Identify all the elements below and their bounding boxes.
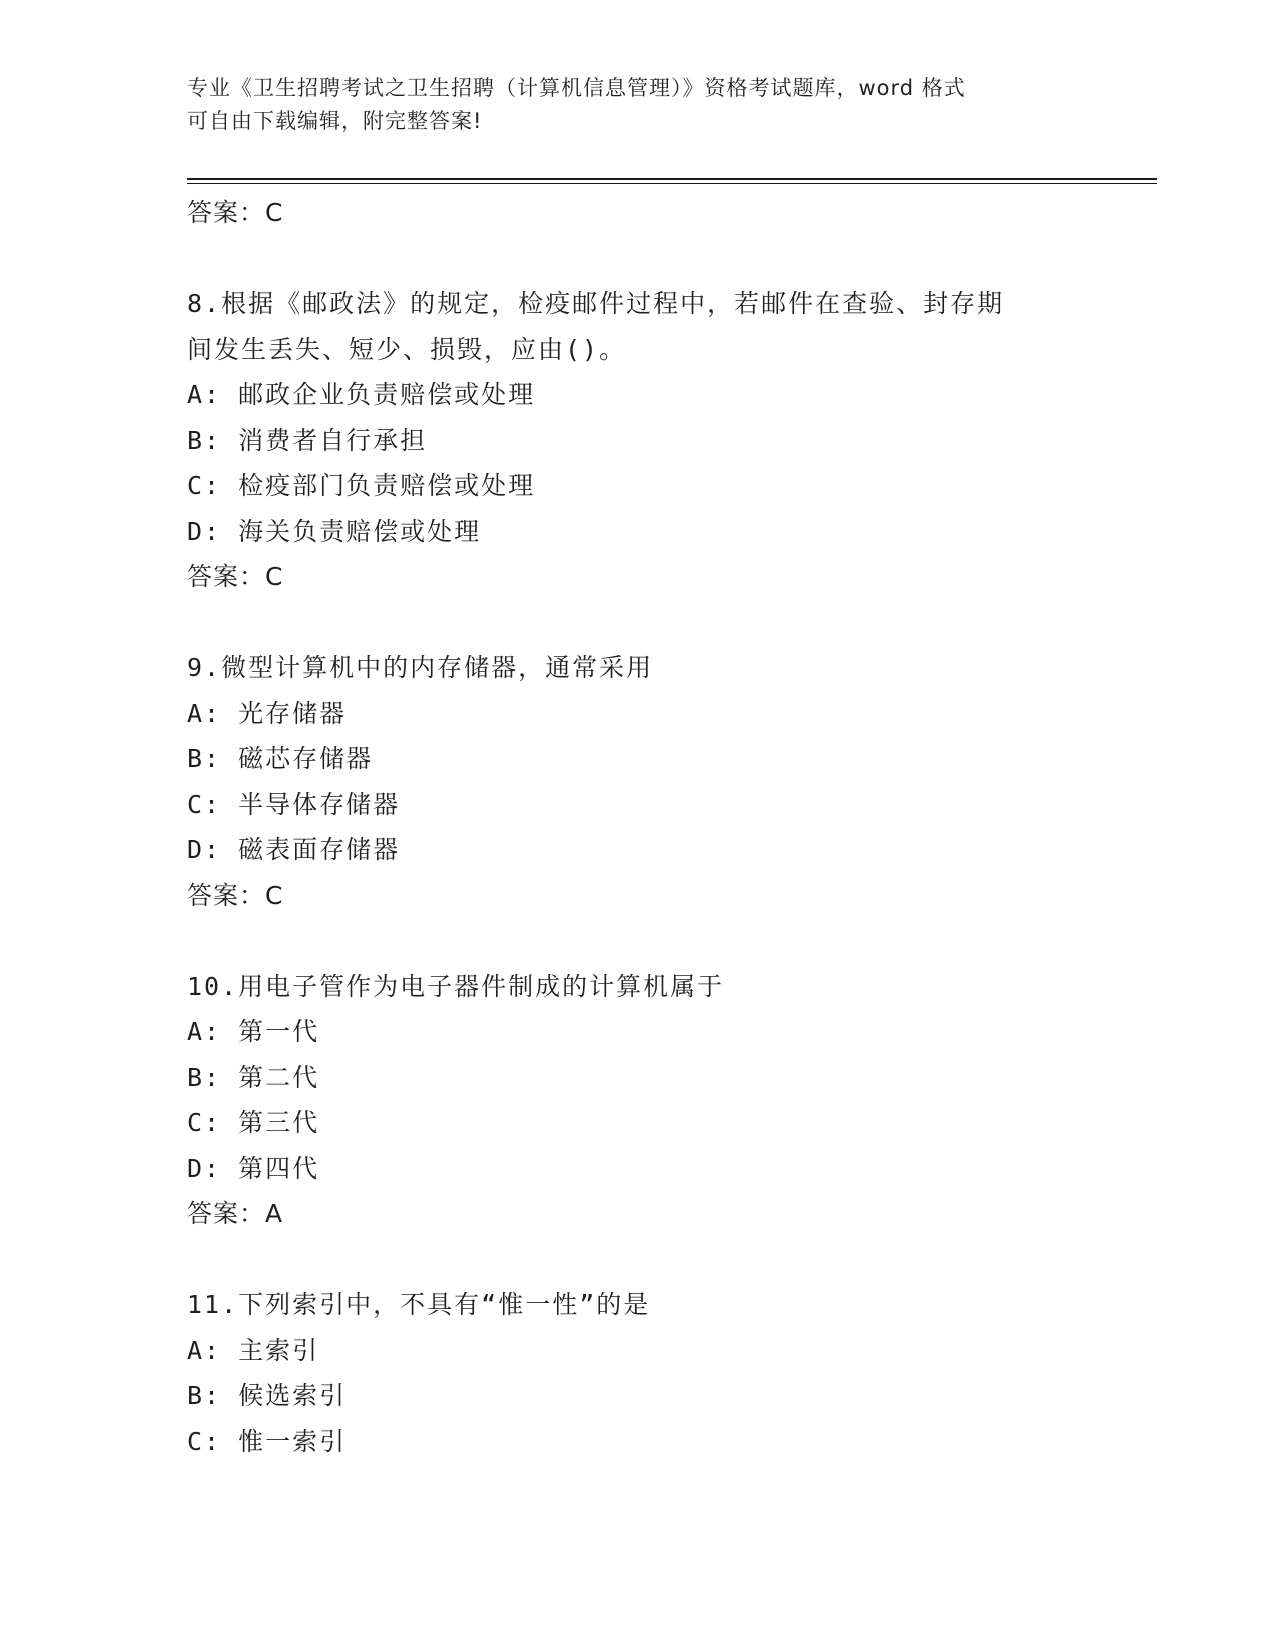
header-line-1: 专业《卫生招聘考试之卫生招聘（计算机信息管理）》资格考试题库，word 格式 — [187, 76, 966, 100]
option-a — [187, 372, 1147, 418]
option-b — [187, 1373, 1147, 1419]
option-letter: C: — [187, 471, 222, 500]
option-c — [187, 1419, 1147, 1465]
spacer — [187, 236, 1147, 282]
option-a — [187, 691, 1147, 737]
option-a — [187, 1009, 1147, 1055]
option-text: 第四代 — [238, 1153, 320, 1183]
option-c — [187, 782, 1147, 828]
option-text: 第一代 — [238, 1017, 320, 1046]
question-9 — [187, 645, 1147, 918]
option-letter: D: — [187, 1153, 222, 1183]
option-text: 第三代 — [238, 1108, 320, 1137]
option-letter: C: — [187, 1426, 222, 1456]
option-c — [187, 1100, 1147, 1146]
option-letter: C: — [187, 789, 222, 819]
option-letter: D: — [187, 516, 222, 546]
option-text: 检疫部门负责赔偿或处理 — [238, 471, 536, 500]
answer: 答案：A — [187, 1199, 284, 1228]
option-d — [187, 827, 1147, 873]
question-text-continued: 间发生丢失、短少、损毁，应由()。 — [187, 334, 627, 364]
option-d — [187, 509, 1147, 555]
option-text: 候选索引 — [238, 1381, 347, 1410]
option-text: 光存储器 — [238, 698, 347, 728]
option-text: 海关负责赔偿或处理 — [238, 516, 482, 546]
option-letter: B: — [187, 1062, 222, 1092]
option-letter: D: — [187, 835, 222, 864]
header-divider-thick — [187, 178, 1157, 180]
document-header — [187, 72, 1087, 138]
answer: 答案：C — [187, 880, 284, 910]
question-stem — [187, 1282, 1147, 1328]
question-stem — [187, 964, 1147, 1010]
option-text: 惟一索引 — [238, 1426, 347, 1456]
question-number: 10. — [187, 971, 239, 1001]
option-d — [187, 1146, 1147, 1192]
question-number: 11. — [187, 1290, 239, 1319]
question-text: 用电子管作为电子器件制成的计算机属于 — [238, 971, 725, 1001]
option-letter: A: — [187, 698, 222, 728]
option-a — [187, 1328, 1147, 1374]
option-b — [187, 1055, 1147, 1101]
option-letter: A: — [187, 1335, 222, 1365]
option-letter: B: — [187, 425, 222, 455]
spacer — [187, 1237, 1147, 1283]
option-text: 第二代 — [238, 1062, 320, 1092]
option-letter: B: — [187, 1381, 222, 1410]
option-b — [187, 418, 1147, 464]
question-number: 9. — [187, 653, 222, 682]
question-list — [187, 190, 1147, 1464]
option-letter: A: — [187, 380, 222, 409]
option-text: 主索引 — [238, 1335, 320, 1365]
option-letter: A: — [187, 1017, 222, 1046]
option-text: 消费者自行承担 — [238, 425, 428, 455]
question-8 — [187, 281, 1147, 600]
header-line-2: 可自由下载编辑，附完整答案! — [187, 109, 483, 133]
option-c — [187, 463, 1147, 509]
answer-previous: 答案：C — [187, 198, 284, 227]
option-text: 邮政企业负责赔偿或处理 — [238, 380, 536, 409]
question-text: 微型计算机中的内存储器，通常采用 — [221, 653, 654, 682]
option-text: 半导体存储器 — [238, 789, 401, 819]
spacer — [187, 918, 1147, 964]
question-stem — [187, 281, 1147, 327]
question-11 — [187, 1282, 1147, 1464]
question-text: 下列索引中，不具有“惟一性”的是 — [238, 1290, 651, 1319]
option-letter: B: — [187, 744, 222, 773]
question-text: 根据《邮政法》的规定，检疫邮件过程中，若邮件在查验、封存期 — [221, 289, 1005, 318]
answer: 答案：C — [187, 562, 284, 591]
question-stem — [187, 645, 1147, 691]
option-text: 磁表面存储器 — [238, 835, 401, 864]
question-10 — [187, 964, 1147, 1237]
option-letter: C: — [187, 1108, 222, 1137]
header-divider-thin — [187, 183, 1157, 184]
spacer — [187, 600, 1147, 646]
option-b — [187, 736, 1147, 782]
question-number: 8. — [187, 289, 222, 318]
option-text: 磁芯存储器 — [238, 744, 374, 773]
